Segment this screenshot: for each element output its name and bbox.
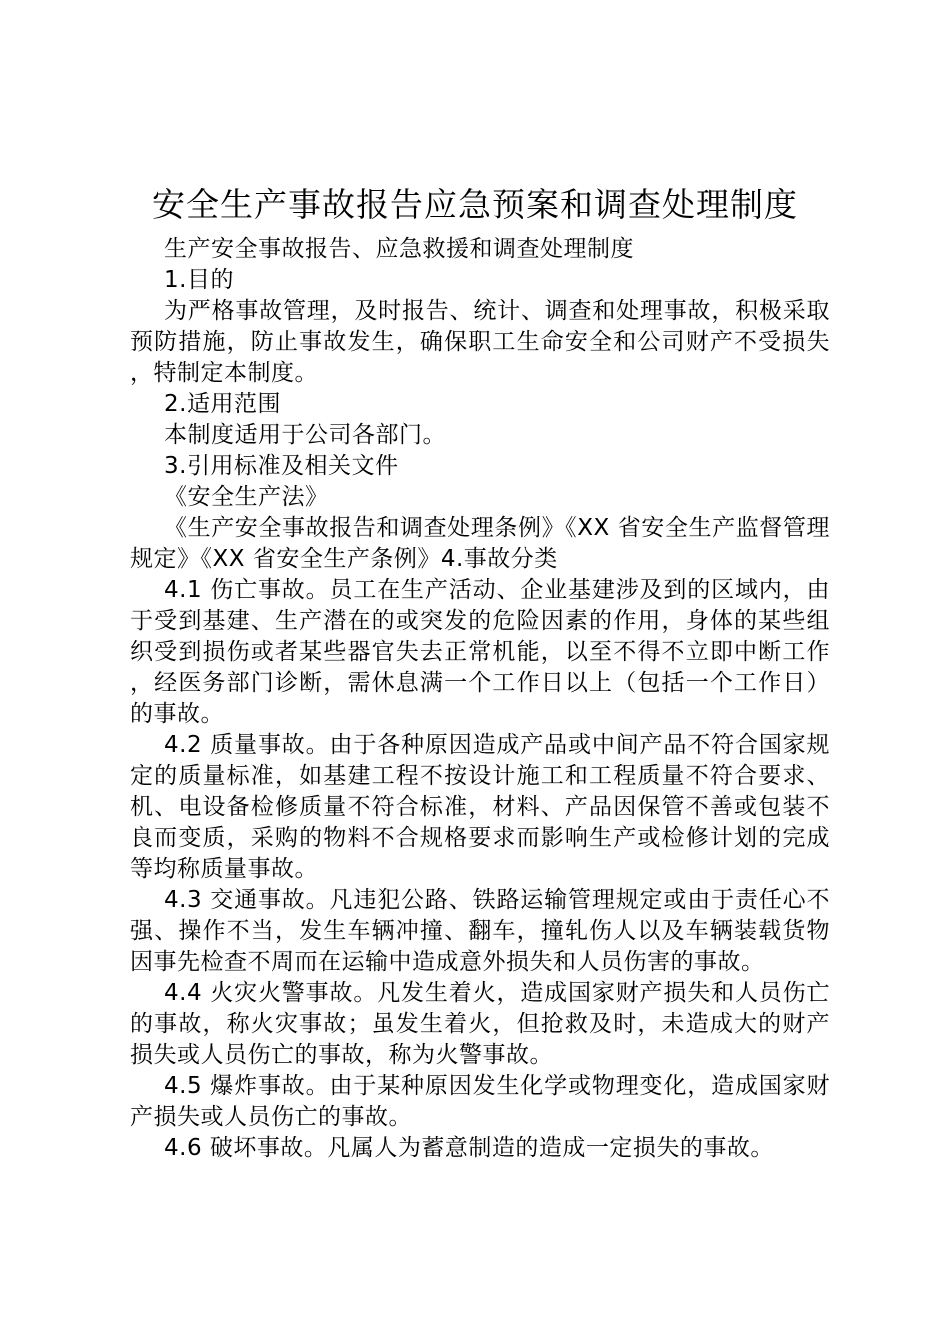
- paragraph-quality-accident: 4.2 质量事故。由于各种原因造成产品或中间产品不符合国家规定的质量标准，如基建工程不按设计施工和工程质量不符合要求、机、电设备检修质量不符合标准，材料、产品因保管不善或包装不良而变质，采购的物料不合规格要求而影响生产或检修计划的完成等均称质量事故。: [130, 732, 830, 882]
- paragraph-traffic-accident: 4.3 交通事故。凡违犯公路、铁路运输管理规定或由于责任心不强、操作不当，发生车辆冲撞、翻车，撞轧伤人以及车辆装载货物因事先检查不周而在运输中造成意外损失和人员伤害的事故。: [130, 887, 830, 975]
- paragraph-fire-accident: 4.4 火灾火警事故。凡发生着火，造成国家财产损失和人员伤亡的事故，称火灾事故；虽发生着火，但抢救及时，未造成大的财产损失或人员伤亡的事故，称为火警事故。: [130, 980, 830, 1068]
- paragraph-scope: 本制度适用于公司各部门。: [164, 422, 446, 448]
- paragraph-reference-regulations: 《生产安全事故报告和调查处理条例》《XX 省安全生产监督管理规定》《XX 省安全生产条例》4.事故分类: [130, 515, 830, 572]
- paragraph-subtitle: 生产安全事故报告、应急救援和调查处理制度: [164, 236, 634, 262]
- paragraph-sabotage-accident: 4.6 破坏事故。凡属人为蓄意制造的造成一定损失的事故。: [164, 1135, 774, 1161]
- section-heading-scope: 2.适用范围: [164, 391, 281, 417]
- document-title: 安全生产事故报告应急预案和调查处理制度: [152, 185, 798, 224]
- paragraph-purpose: 为严格事故管理，及时报告、统计、调查和处理事故，积极采取预防措施，防止事故发生，确保职工生命安全和公司财产不受损失，特制定本制度。: [130, 298, 830, 386]
- paragraph-reference-law: 《安全生产法》: [164, 484, 329, 510]
- section-heading-purpose: 1.目的: [164, 267, 234, 293]
- paragraph-explosion-accident: 4.5 爆炸事故。由于某种原因发生化学或物理变化，造成国家财产损失或人员伤亡的事故。: [130, 1073, 830, 1130]
- document-body: [130, 234, 830, 1164]
- paragraph-casualty-accident: 4.1 伤亡事故。员工在生产活动、企业基建涉及到的区域内，由于受到基建、生产潜在的或突发的危险因素的作用，身体的某些组织受到损伤或者某些器官失去正常机能，以至不得不立即中断工作，经医务部门诊断，需休息满一个工作日以上（包括一个工作日）的事故。: [130, 577, 830, 727]
- section-heading-references: 3.引用标准及相关文件: [164, 453, 399, 479]
